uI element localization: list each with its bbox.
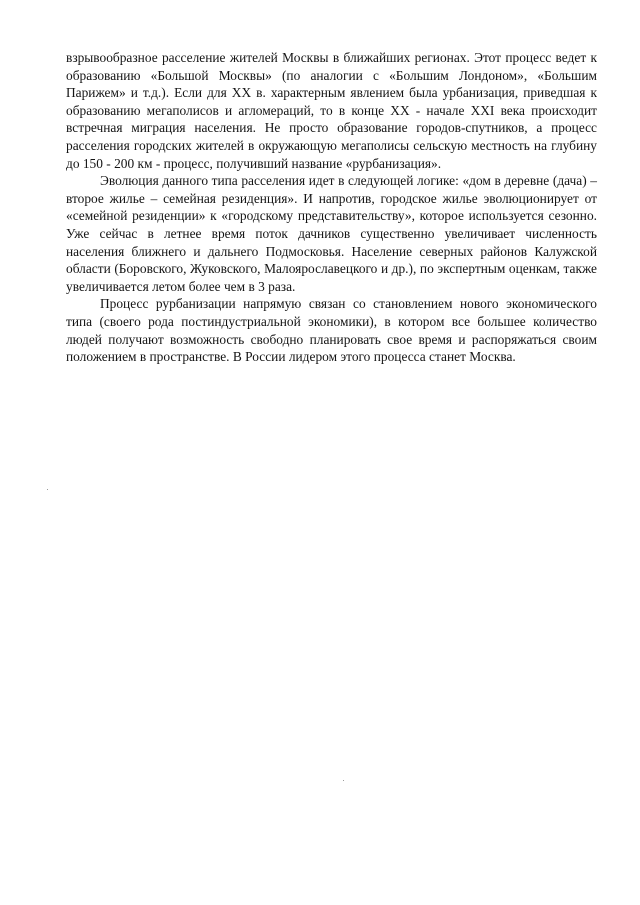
- document-body: [66, 49, 597, 366]
- scan-speck: [47, 489, 48, 490]
- paragraph-2: Эволюция данного типа расселения идет в следующей логике: «дом в деревне (дача) – второе жилье – семейная резиденция». И напротив, городское жилье эволюционирует от «семейной резиденции» к «городскому представительству», которое используется сезонно. Уже сейчас в летнее время поток дачников существенно увеличивает численность населения ближнего и дальнего Подмосковья. Население северных районов Калужской области (Боровского, Жуковского, Малоярославецкого и др.), по экспертным оценкам, также увеличивается летом более чем в 3 раза.: [66, 173, 597, 294]
- paragraph-3: Процесс рурбанизации напрямую связан со становлением нового экономического типа (своего рода постиндустриальной экономики), в котором все большее количество людей получают возможность свободно планировать свое время и распоряжаться своим положением в пространстве. В России лидером этого процесса станет Москва.: [66, 296, 597, 365]
- scan-speck: [343, 780, 344, 781]
- paragraph-1: взрывообразное расселение жителей Москвы в ближайших регионах. Этот процесс ведет к образованию «Большой Москвы» (по аналогии с «Большим Лондоном», «Большим Парижем» и т.д.). Если для XX в. характерным явлением была урбанизация, приведшая к образованию мегаполисов и агломераций, то в конце XX - начале XXI века происходит встречная миграция населения. Не просто образование городов-спутников, а процесс расселения городских жителей в окружающую мегаполисы сельскую местность на глубину до 150 - 200 км - процесс, получивший название «рурбанизация».: [66, 50, 597, 171]
